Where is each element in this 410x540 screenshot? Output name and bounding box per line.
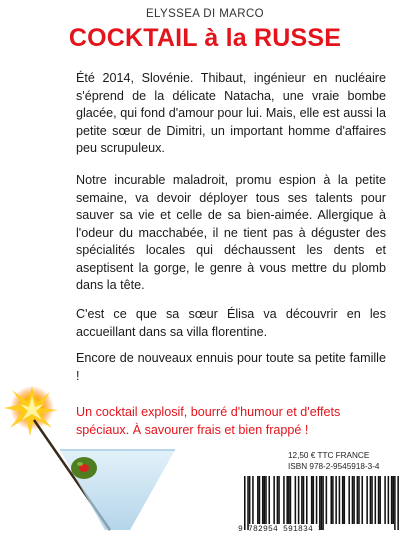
barcode-digits: 9 782954 591834 >	[238, 525, 324, 534]
author-name: ELYSSEA DI MARCO	[145, 8, 265, 20]
synopsis-paragraph-2: Notre incurable maladroit, promu espion à la petite semaine, va devoir déployer tous ses talents pour sauver sa vie et celle de sa bien-aimée. Allergique à l'odeur du macchabée, il ne tient pas à déguster des spécialités locales qui déchaussent les dents et aseptisent la gorge, le genre à vous mettre du plomb dans la tête.	[76, 173, 386, 292]
price-label: 12,50 € TTC FRANCE	[288, 451, 370, 460]
isbn-label: ISBN 978-2-9545918-3-4	[288, 462, 380, 471]
synopsis-paragraph-3: C'est ce que sa sœur Élisa va découvrir en les accueillant dans sa villa florentine.	[76, 307, 386, 339]
flame-icon	[4, 386, 58, 436]
synopsis-paragraph-4: Encore de nouveaux ennuis pour toute sa petite famille !	[76, 351, 386, 383]
tagline: Un cocktail explosif, bourré d'humour et d'effets spéciaux. À savourer frais et bien frappé !	[76, 405, 341, 437]
synopsis-paragraph-1: Été 2014, Slovénie. Thibaut, ingénieur en nucléaire s'éprend de la délicate Natacha, une vraie bombe glacée, qui fond d'amour pour lui. Mais, elle est aussi la petite sœur de Dimitri, un important homme d'affaires peu scrupuleux.	[76, 71, 386, 155]
cocktail-glass-illustration	[0, 380, 175, 540]
book-title: COCKTAIL à la RUSSE	[68, 24, 342, 52]
price-block	[288, 450, 398, 472]
olive-icon	[71, 457, 97, 479]
